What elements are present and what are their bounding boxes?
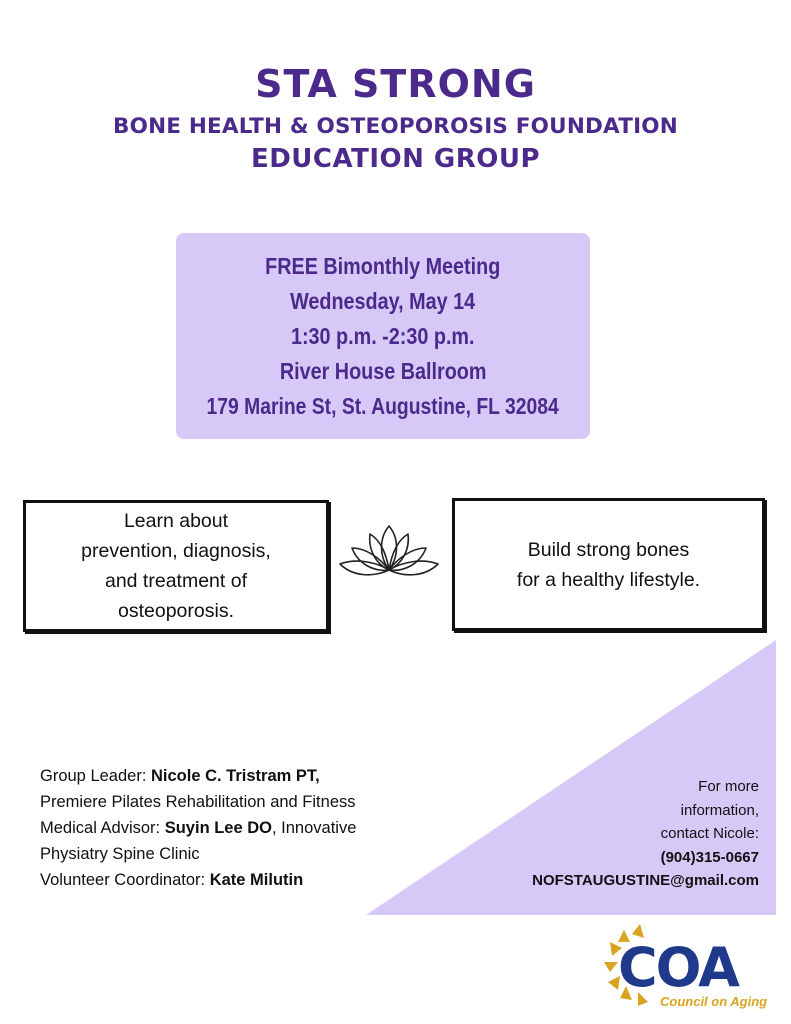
flyer-group-title: EDUCATION GROUP <box>250 144 541 174</box>
logo-letters: COA <box>618 936 738 999</box>
advisor-label: Medical Advisor: <box>40 819 165 837</box>
leader-label: Group Leader: <box>40 767 151 785</box>
build-line: for a healthy lifestyle. <box>516 568 701 591</box>
leader-org: Premiere Pilates Rehabilitation and Fitness <box>40 793 356 811</box>
contact-phone: (904)315-0667 <box>660 848 759 866</box>
meeting-venue: River House Ballroom <box>279 357 487 384</box>
learn-about-box <box>23 500 329 632</box>
learn-line: osteoporosis. <box>118 600 234 622</box>
learn-line: Learn about <box>123 510 229 532</box>
coordinator-line <box>40 867 356 893</box>
meeting-address: 179 Marine St, St. Augustine, FL 32084 <box>206 392 560 419</box>
meeting-type: FREE Bimonthly Meeting <box>265 252 501 279</box>
learn-line: prevention, diagnosis, <box>81 540 271 562</box>
build-bones-box <box>452 498 765 631</box>
coa-logo <box>600 920 772 1010</box>
flyer-title: STA STRONG <box>255 62 536 106</box>
advisor-org-b: Physiatry Spine Clinic <box>40 845 200 863</box>
advisor-name: Suyin Lee DO <box>164 819 272 837</box>
coordinator-name: Kate Milutin <box>209 871 304 889</box>
contact-email: NOFSTAUGUSTINE@gmail.com <box>532 872 759 889</box>
advisor-org-a: , Innovative <box>272 819 357 837</box>
flyer-subtitle: BONE HEALTH & OSTEOPOROSIS FOUNDATION <box>113 114 678 139</box>
logo-tagline: Council on Aging <box>660 994 768 1009</box>
build-line: Build strong bones <box>527 538 690 561</box>
contact-line: contact Nicole: <box>660 825 759 842</box>
learn-line: and treatment of <box>104 570 247 592</box>
contact-line: For more <box>698 778 759 795</box>
leader-name: Nicole C. Tristram PT, <box>151 767 320 785</box>
advisor-line <box>40 815 356 841</box>
contact-info <box>532 775 759 893</box>
lotus-icon <box>336 520 442 582</box>
meeting-date: Wednesday, May 14 <box>290 287 476 314</box>
contact-line: information, <box>680 801 759 819</box>
meeting-info-box <box>176 233 590 439</box>
meeting-time: 1:30 p.m. -2:30 p.m. <box>291 322 475 349</box>
coordinator-label: Volunteer Coordinator: <box>40 871 210 889</box>
staff-credits <box>40 763 356 893</box>
leader-line <box>40 763 356 789</box>
